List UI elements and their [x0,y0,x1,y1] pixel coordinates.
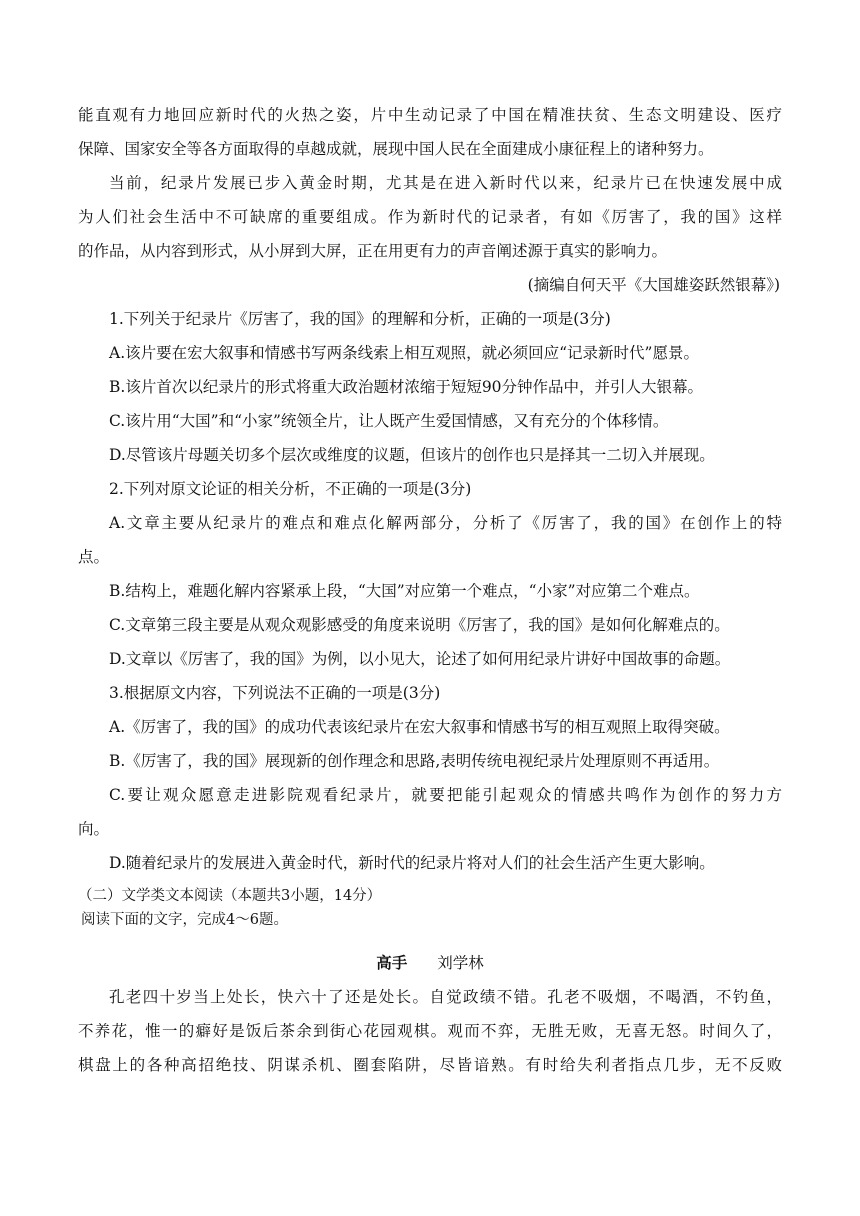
question-2-option-a: A.文章主要从纪录片的难点和难点化解两部分，分析了《厉害了，我的国》在创作上的特 [109,514,782,532]
passage-line: 为人们社会生活中不可缺席的重要组成。作为新时代的记录者，有如《厉害了，我的国》这样 [78,208,782,226]
question-3-option-d: D.随着纪录片的发展进入黄金时代，新时代的纪录片将对人们的社会生活产生更大影响。 [109,854,715,872]
story-title: 高手 [376,953,408,972]
source-citation: (摘编自何天平《大国雄姿跃然银幕》) [527,276,780,294]
story-line: 不养花，惟一的癖好是饭后茶余到街心花园观棋。观而不弈，无胜无败，无喜无怒。时间久了， [78,1022,782,1040]
question-1-option-d: D.尽管该片母题关切多个层次或维度的议题，但该片的创作也只是择其一二切入并展现。 [109,446,715,464]
document-page [78,98,782,1082]
question-1-option-c: C.该片用“大国”和“小家”统领全片，让人既产生爱国情感，又有充分的个体移情。 [109,412,669,430]
question-2-option-c: C.文章第三段主要是从观众观影感受的角度来说明《厉害了，我的国》是如何化解难点的。 [109,616,730,634]
question-3-option-b: B.《厉害了，我的国》展现新的创作理念和思路,表明传统电视纪录片处理原则不再适用。 [109,752,720,770]
question-2-option-d: D.文章以《厉害了，我的国》为例，以小见大，论述了如何用纪录片讲好中国故事的命题。 [109,650,731,668]
story-line: 孔老四十岁当上处长，快六十了还是处长。自觉政绩不错。孔老不吸烟，不喝酒，不钓鱼， [109,988,782,1006]
question-1-option-a: A.该片要在宏大叙事和情感书写两条线索上相互观照，就必须回应“记录新时代”愿景。 [109,344,699,362]
section-heading: （二）文学类文本阅读（本题共3小题，14分） [78,888,382,904]
question-3-stem: 3.根据原文内容，下列说法不正确的一项是(3分) [109,684,441,702]
passage-line: 能直观有力地回应新时代的火热之姿，片中生动记录了中国在精准扶贫、生态文明建设、医疗 [78,106,782,124]
section-instruction: 阅读下面的文字，完成4～6题。 [81,912,288,928]
question-3-option-a: A.《厉害了，我的国》的成功代表该纪录片在宏大叙事和情感书写的相互观照上取得突破。 [109,718,730,736]
story-line: 棋盘上的各种高招绝技、阴谋杀机、圈套陷阱，尽皆谙熟。有时给失利者指点几步，无不反败 [78,1056,782,1074]
question-2-option-a-cont: 点。 [78,548,110,566]
story-author: 刘学林 [437,954,484,972]
question-3-option-c-cont: 向。 [78,820,110,838]
passage-line: 当前，纪录片发展已步入黄金时期，尤其是在进入新时代以来，纪录片已在快速发展中成 [109,174,782,192]
story-title-line [78,946,782,980]
question-2-stem: 2.下列对原文论证的相关分析，不正确的一项是(3分) [109,480,472,498]
question-2-option-b: B.结构上，难题化解内容紧承上段，“大国”对应第一个难点，“小家”对应第二个难点。 [109,582,700,600]
question-1-option-b: B.该片首次以纪录片的形式将重大政治题材浓缩于短短90分钟作品中，并引人大银幕。 [109,378,704,396]
passage-line: 保障、国家安全等各方面取得的卓越成就，展现中国人民在全面建成小康征程上的诸种努力。 [78,140,714,158]
question-3-option-c: C.要让观众愿意走进影院观看纪录片，就要把能引起观众的情感共鸣作为创作的努力方 [109,786,782,804]
question-1-stem: 1.下列关于纪录片《厉害了，我的国》的理解和分析，正确的一项是(3分) [109,310,611,328]
passage-line: 的作品，从内容到形式，从小屏到大屏，正在用更有力的声音阐述源于真实的影响力。 [78,242,668,260]
